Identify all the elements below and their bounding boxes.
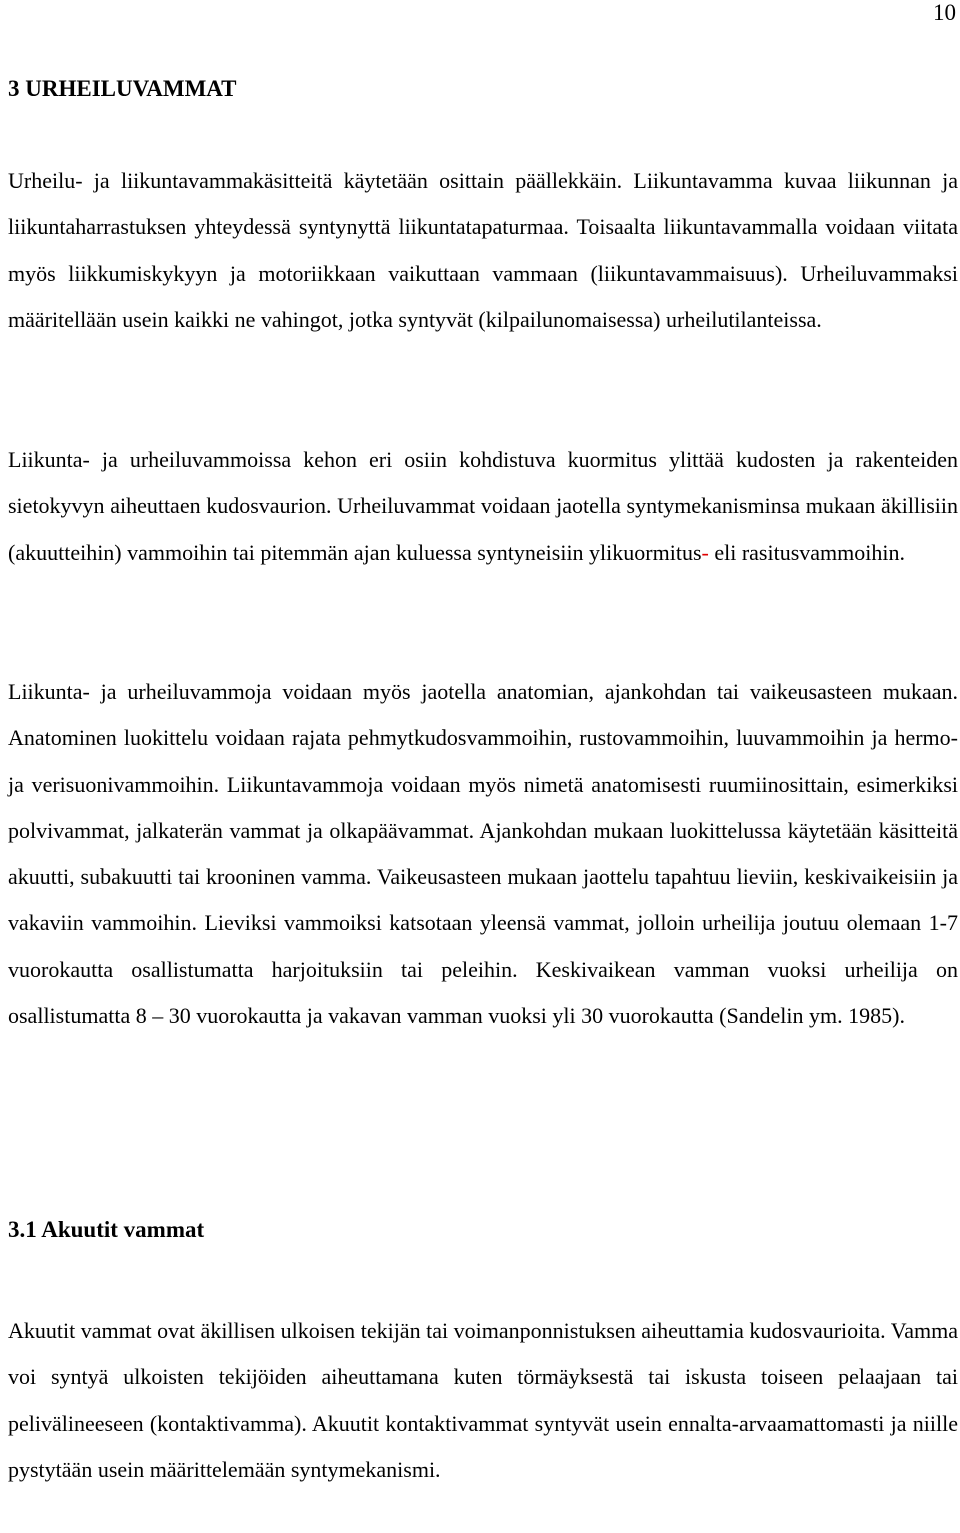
paragraph-1: Urheilu- ja liikuntavammakäsitteitä käytetään osittain päällekkäin. Liikuntavamma kuvaa liikunnan ja liikuntaharrastuksen yhteydessä syntynyttä liikuntatapaturmaa. Toisaalta liikuntavammalla voidaan viitata myös liikkumiskykyyn ja motoriikkaan vaikuttaan vammaan (liikuntavammaisuus). Urheiluvammaksi määritellään usein kaikki ne vahingot, jotka syntyvät (kilpailunomaisessa) urheilutilanteissa. xyxy=(8,168,958,332)
subsection-heading: 3.1 Akuutit vammat xyxy=(8,1217,205,1242)
paragraph-2-tail: eli rasitusvammoihin. xyxy=(708,539,905,565)
section-heading: 3 URHEILUVAMMAT xyxy=(8,76,237,101)
paragraph-3: Liikunta- ja urheiluvammoja voidaan myös jaotella anatomian, ajankohdan tai vaikeusasteen mukaan. Anatominen luokittelu voidaan rajata pehmytkudosvammoihin, rustovammoihin, luuvammoihin ja hermo- ja verisuonivammoihin. Liikuntavammoja voidaan myös nimetä anatomisesti ruumiinosittain, esimerkiksi polvivammat, jalkaterän vammat ja olkapäävammat. Ajankohdan mukaan luokittelussa käytetään käsitteitä akuutti, subakuutti tai krooninen vamma. Vaikeusasteen mukaan jaottelu tapahtuu lieviin, keskivaikeisiin ja vakaviin vammoihin. Lieviksi vammoiksi katsotaan yleensä vammat, jolloin urheilija joutuu olemaan 1-7 vuorokautta osallistumatta harjoituksiin tai peleihin. Keskivaikean vamman vuoksi urheilija on osallistumatta 8 – 30 vuorokautta ja vakavan vamman vuoksi yli 30 vuorokautta (Sandelin ym. 1985). xyxy=(8,679,958,1029)
paragraph-2 xyxy=(8,437,958,576)
paragraph-2-red-hyphen: - xyxy=(701,539,709,565)
page-number: 10 xyxy=(933,0,956,25)
paragraph-2-text: Liikunta- ja urheiluvammoissa kehon eri osiin kohdistuva kuormitus ylittää kudosten ja rakenteiden sietokyvyn aiheuttaen kudosvaurion. Urheiluvammat voidaan jaotella syntymekanisminsa mukaan äkillisiin (akuutteihin) vammoihin tai pitemmän ajan kuluessa syntyneisiin ylikuormitus xyxy=(8,447,958,565)
subsection-paragraph: Akuutit vammat ovat äkillisen ulkoisen tekijän tai voimanponnistuksen aiheuttamia kudosvaurioita. Vamma voi syntyä ulkoisten tekijöiden aiheuttamana kuten törmäyksestä tai iskusta toiseen pelaajaan tai pelivälineeseen (kontaktivamma). Akuutit kontaktivammat syntyvät usein ennalta-arvaamattomasti ja niille pystytään usein määrittelemään syntymekanismi. xyxy=(8,1318,958,1482)
